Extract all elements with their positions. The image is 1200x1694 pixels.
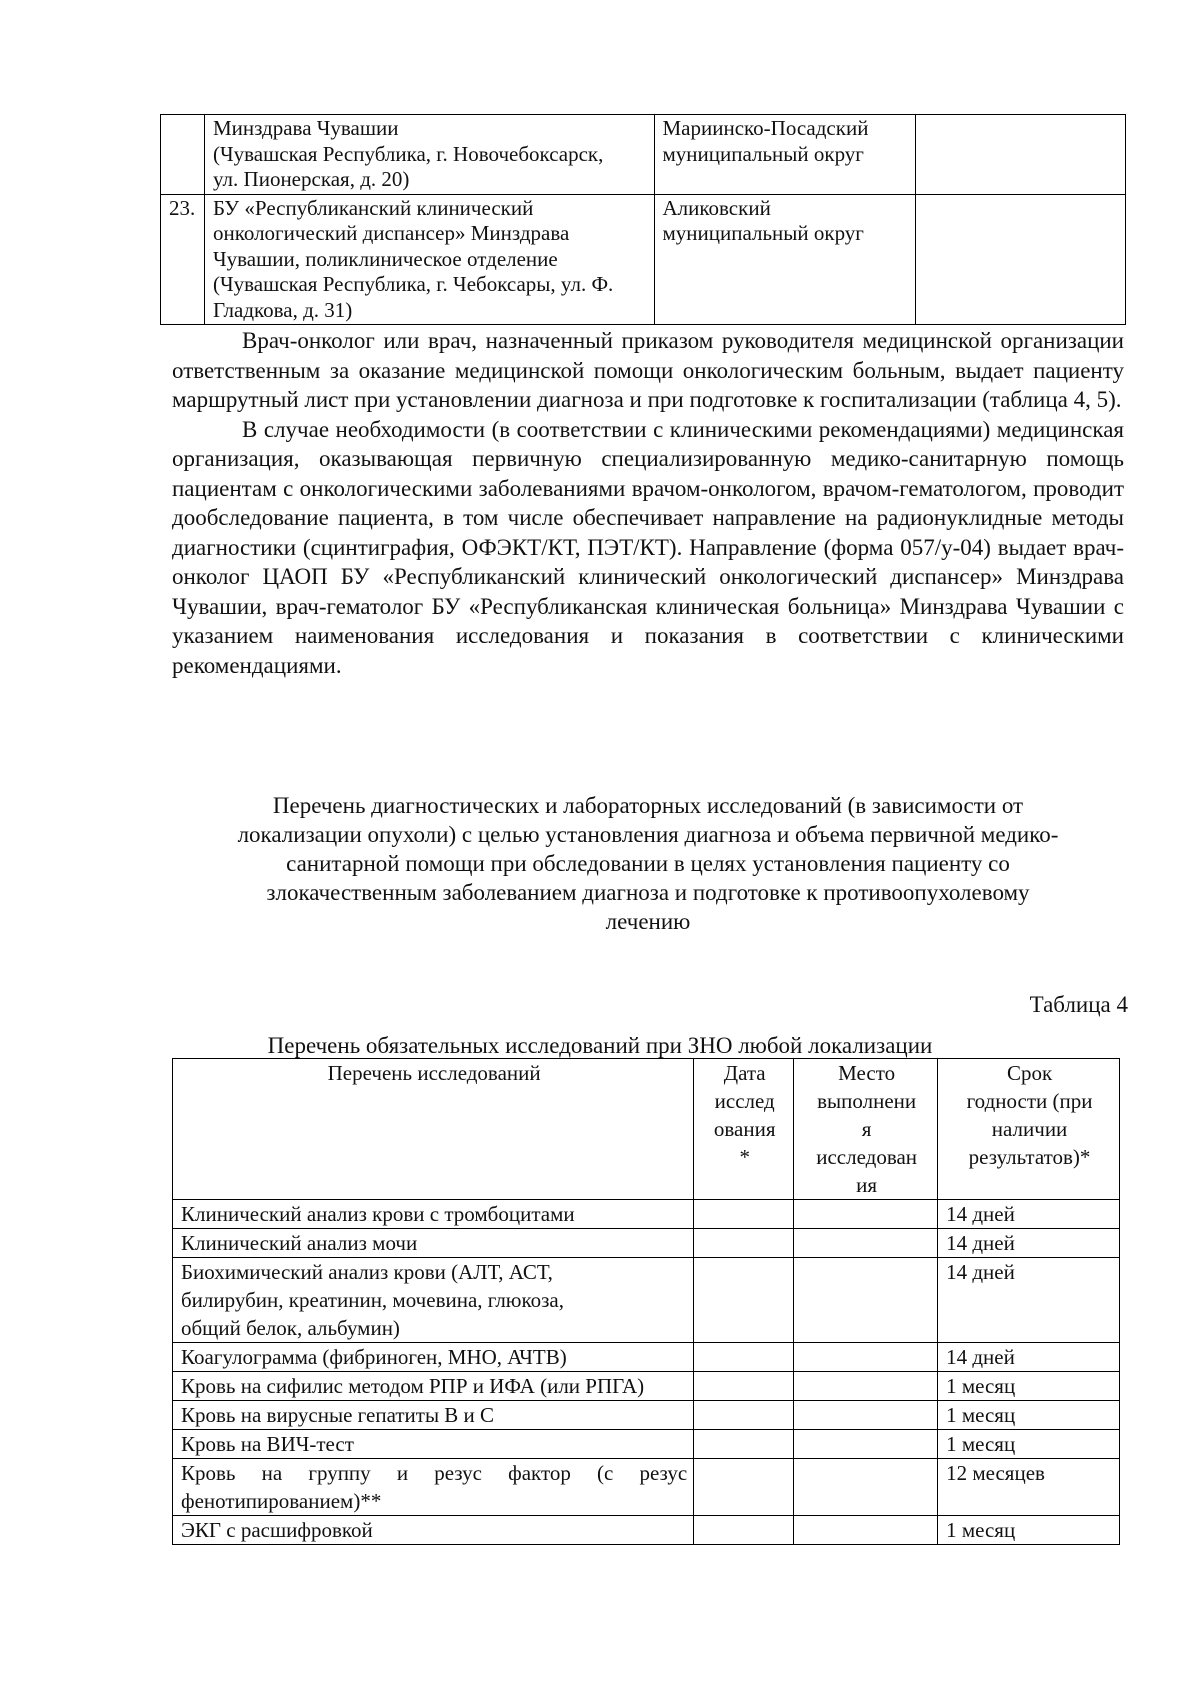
table-row <box>173 1401 1120 1430</box>
exam-place <box>794 1343 938 1372</box>
heading-line: Перечень диагностических и лабораторных исследований (в зависимости от <box>272 793 1024 818</box>
exam-date <box>694 1200 794 1229</box>
exam-line: Клинический анализ крови с тромбоцитами <box>181 1202 575 1226</box>
header-place <box>794 1059 938 1200</box>
header-line: наличии <box>991 1117 1068 1141</box>
exam-name <box>173 1372 694 1401</box>
exam-date <box>694 1372 794 1401</box>
header-name <box>173 1059 694 1200</box>
exam-date <box>694 1459 794 1516</box>
organization-line: ул. Пионерская, д. 20) <box>212 167 410 191</box>
exam-validity: 1 месяц <box>938 1516 1120 1545</box>
header-validity <box>938 1059 1120 1200</box>
table-row <box>173 1516 1120 1545</box>
district-line: муниципальный округ <box>662 221 864 245</box>
exam-place <box>794 1372 938 1401</box>
district-cell <box>654 115 916 195</box>
empty-cell <box>916 194 1126 325</box>
header-date <box>694 1059 794 1200</box>
table-row <box>173 1372 1120 1401</box>
header-line: Перечень исследований <box>327 1061 541 1085</box>
section-heading <box>170 791 1126 936</box>
table-row <box>173 1343 1120 1372</box>
exam-validity: 12 месяцев <box>938 1459 1120 1516</box>
heading-line: локализации опухоли) с целью установления диагноза и объема первичной медико- <box>237 822 1059 847</box>
exam-validity: 14 дней <box>938 1200 1120 1229</box>
heading-line: санитарной помощи при обследовании в целях установления пациенту со <box>286 851 1010 876</box>
exam-name <box>173 1258 694 1343</box>
exam-name <box>173 1430 694 1459</box>
heading-line: злокачественным заболеванием диагноза и подготовке к противоопухолевому <box>266 880 1030 905</box>
exam-date <box>694 1430 794 1459</box>
exam-name <box>173 1200 694 1229</box>
header-line: исследован <box>816 1145 918 1169</box>
organization-line: (Чувашская Республика, г. Чебоксары, ул. Ф. <box>212 272 614 296</box>
exam-validity: 1 месяц <box>938 1372 1120 1401</box>
header-line: * <box>739 1145 750 1169</box>
table-row <box>173 1229 1120 1258</box>
header-line: Место <box>838 1061 896 1085</box>
exam-validity: 1 месяц <box>938 1430 1120 1459</box>
exam-line: ЭКГ с расшифровкой <box>181 1518 373 1542</box>
exam-place <box>794 1459 938 1516</box>
exam-line: общий белок, альбумин) <box>181 1316 400 1340</box>
header-line: исслед <box>714 1089 775 1113</box>
exam-date <box>694 1258 794 1343</box>
examinations-table <box>172 1058 1120 1545</box>
organization-line: Гладкова, д. 31) <box>212 297 353 322</box>
table-caption: Перечень обязательных исследований при ЗНО любой локализации <box>267 1033 933 1058</box>
exam-date <box>694 1229 794 1258</box>
exam-place <box>794 1401 938 1430</box>
header-line: выполнени <box>817 1089 917 1113</box>
exam-place <box>794 1258 938 1343</box>
exam-line: Биохимический анализ крови (АЛТ, АСТ, <box>181 1260 553 1284</box>
exam-validity: 14 дней <box>938 1343 1120 1372</box>
table-row <box>173 1258 1120 1343</box>
table-row <box>161 194 1126 325</box>
header-line: ования <box>713 1117 776 1141</box>
organization-cell <box>204 115 654 195</box>
district-line: Мариинско-Посадский <box>662 116 869 140</box>
row-number: 23. <box>161 194 205 325</box>
table-row <box>173 1459 1120 1516</box>
header-line: Срок <box>1006 1061 1053 1085</box>
exam-name <box>173 1516 694 1545</box>
district-line: Аликовский <box>662 195 771 220</box>
organizations-table <box>160 114 1126 325</box>
exam-date <box>694 1343 794 1372</box>
table-row <box>173 1430 1120 1459</box>
exam-line: Кровь на ВИЧ-тест <box>181 1432 354 1456</box>
table-row <box>173 1200 1120 1229</box>
district-cell <box>654 194 916 325</box>
exam-place <box>794 1200 938 1229</box>
exam-name <box>173 1343 694 1372</box>
header-line: ия <box>856 1173 878 1197</box>
paragraph: Врач-онколог или врач, назначенный приказом руководителя медицинской организации ответственным за оказание медицинской помощи онкологическим больным, выдает пациенту маршрутный лист при установлении диагноза и при подготовке к госпитализации (таблица 4, 5). <box>172 328 1124 412</box>
exam-validity: 1 месяц <box>938 1401 1120 1430</box>
exam-name <box>173 1459 694 1516</box>
header-line: я <box>861 1117 872 1141</box>
organization-line: БУ «Республиканский клинический <box>212 195 534 220</box>
heading-line: лечению <box>605 909 691 934</box>
body-text <box>172 326 1124 680</box>
row-number <box>161 115 205 195</box>
exam-line: Клинический анализ мочи <box>181 1231 418 1255</box>
table-header-row <box>173 1059 1120 1200</box>
organization-line: онкологический диспансер» Минздрава <box>212 221 570 245</box>
exam-line: Кровь на группу и резус фактор (с резус фенотипированием)** <box>181 1461 688 1513</box>
header-line: результатов)* <box>968 1145 1091 1169</box>
organization-line: Чувашии, поликлиническое отделение <box>212 246 558 271</box>
exam-line: билирубин, креатинин, мочевина, глюкоза, <box>181 1288 564 1312</box>
header-line: Дата <box>723 1061 766 1085</box>
paragraph: В случае необходимости (в соответствии с клиническими рекомендациями) медицинская организация, оказывающая первичную специализированную медико-санитарную помощь пациентам с онкологическими заболеваниями врачом-онкологом, врачом-гематологом, проводит дообследование пациента, в том числе обеспечивает направление на радионуклидные методы диагностики (сцинтиграфия, ОФЭКТ/КТ, ПЭТ/КТ). Направление (форма 057/у-04) выдает врач-онколог ЦАОП БУ «Республиканский клинический онкологический диспансер» Минздрава Чувашии, врач-гематолог БУ «Республиканская клиническая больница» Минздрава Чувашии с указанием наименования исследования и показания в соответствии с клиническими рекомендациями. <box>172 416 1124 678</box>
organization-line: (Чувашская Республика, г. Новочебоксарск, <box>212 141 604 166</box>
exam-name <box>173 1229 694 1258</box>
organization-cell <box>204 194 654 325</box>
district-line: муниципальный округ <box>662 141 864 166</box>
exam-date <box>694 1401 794 1430</box>
organization-line: Минздрава Чувашии <box>212 116 399 140</box>
table-label: Таблица 4 <box>1029 992 1128 1017</box>
exam-validity: 14 дней <box>938 1258 1120 1343</box>
exam-place <box>794 1516 938 1545</box>
header-line: годности (при <box>966 1089 1093 1113</box>
exam-validity: 14 дней <box>938 1229 1120 1258</box>
exam-name <box>173 1401 694 1430</box>
exam-line: Кровь на сифилис методом РПР и ИФА (или РПГА) <box>181 1374 645 1398</box>
empty-cell <box>916 115 1126 195</box>
exam-date <box>694 1516 794 1545</box>
exam-place <box>794 1430 938 1459</box>
exam-line: Коагулограмма (фибриноген, МНО, АЧТВ) <box>181 1345 567 1369</box>
exam-line: Кровь на вирусные гепатиты В и С <box>181 1403 495 1427</box>
exam-place <box>794 1229 938 1258</box>
table-row <box>161 115 1126 195</box>
